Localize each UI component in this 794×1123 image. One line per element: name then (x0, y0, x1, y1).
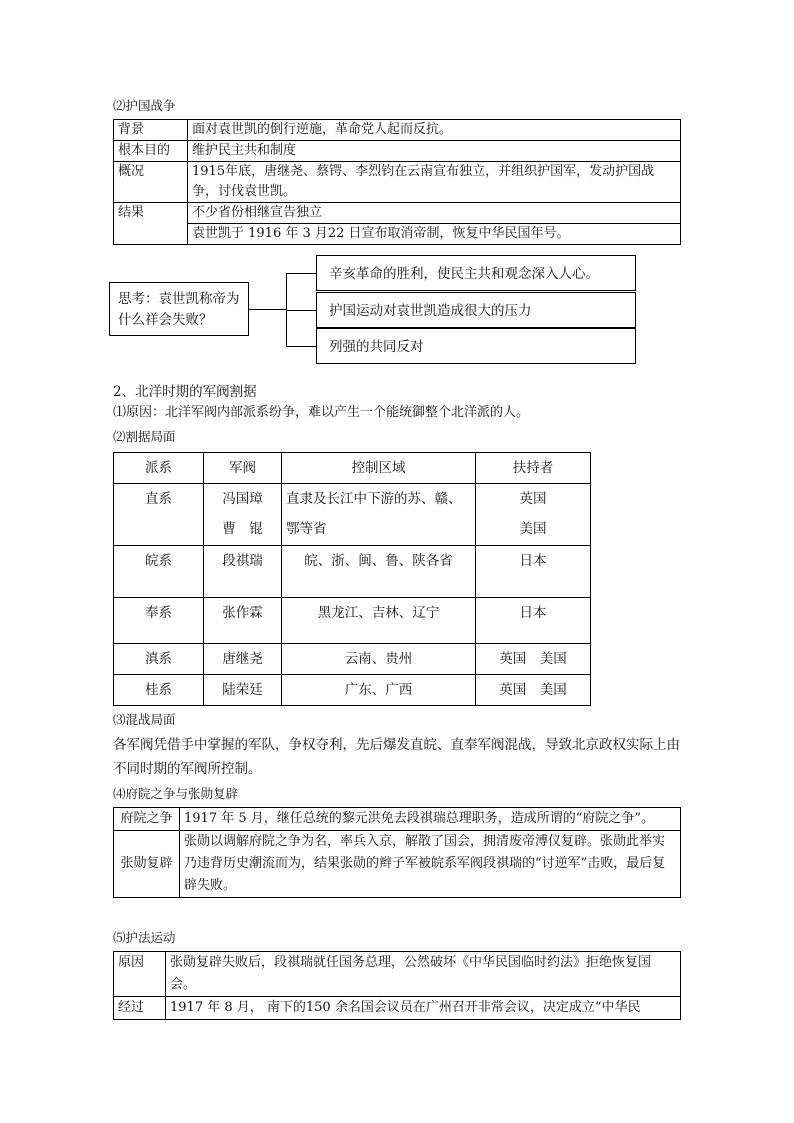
faction-cell: 奉系 (114, 598, 204, 644)
column-header: 扶持者 (476, 453, 591, 484)
table-row (114, 224, 681, 245)
column-header: 控制区域 (282, 453, 476, 484)
row-label: 结果 (114, 203, 188, 245)
table-row (114, 675, 591, 706)
table-row (114, 120, 681, 141)
row-content: 张勋以调解府院之争为名，率兵入京，解散了国会，拥清废帝溥仪复辟。张勋此举实乃违背历史潮流而为，结果张勋的辫子军被皖系军阀段祺瑞的“讨逆军”击败，最后复辟失败。 (180, 831, 681, 898)
region-cell: 黑龙江、吉林、辽宁 (282, 598, 476, 644)
supporter-name: 美国 (519, 521, 547, 537)
warlord-name: 曹 锟 (222, 521, 263, 537)
warlord-cell: 唐继尧 (204, 644, 282, 675)
chaos-paragraph: 各军阀凭借手中掌握的军队，争权夺利，先后爆发直皖、直奉军阀混战，导致北京政权实际上由不同时期的军阀所控制。 (113, 737, 680, 777)
supporter-cell: 英国 美国 (476, 675, 591, 706)
warlords-cause: ⑴原因：北洋军阀内部派系纷争，难以产生一个能统御整个北洋派的人。 (113, 405, 530, 420)
section-heading-warlords: 2、北洋时期的军阀割据 (113, 384, 257, 400)
table-row (114, 598, 591, 644)
table-row (114, 808, 681, 831)
supporter-name: 英国 (519, 491, 547, 507)
supporter-cell: 日本 (476, 598, 591, 644)
row-content: 1915年底，唐继尧、蔡锷、李烈钧在云南宣布独立，并组织护国军，发动护国战争，讨伐袁世凯。 (188, 162, 681, 203)
think-answer-box: 护国运动对袁世凯造成很大的压力 (316, 292, 636, 328)
think-question-box: 思考：袁世凯称帝为什么祥会失败？ (109, 282, 249, 336)
warlord-name: 冯国璋 (222, 491, 263, 507)
faction-cell: 皖系 (114, 546, 204, 598)
connector-line (249, 309, 286, 310)
table-row (114, 203, 681, 224)
table-row (114, 952, 681, 997)
region-cell: 广东、广西 (282, 675, 476, 706)
row-content: 维护民主共和制度 (188, 141, 681, 162)
section-heading-chaos: ⑶混战局面 (113, 712, 176, 727)
row-content: 面对袁世凯的倒行逆施，革命党人起而反抗。 (188, 120, 681, 141)
row-label: 府院之争 (114, 808, 180, 831)
row-content: 张勋复辟失败后，段祺瑞就任国务总理，公然破坏《中华民国临时约法》拒绝恢复国会。 (166, 952, 681, 997)
row-label: 根本目的 (114, 141, 188, 162)
row-content: 1917 年 8 月， 南下的150 余名国会议员在广州召开非常会议，决定成立“中华民 (166, 997, 681, 1020)
connector-line (286, 310, 316, 311)
section-heading-hufa: ⑸护法运动 (113, 930, 176, 945)
section-heading-fuyuan: ⑷府院之争与张勋复辟 (113, 786, 239, 801)
think-answer-box: 辛亥革命的胜利，使民主共和观念深入人心。 (316, 255, 636, 291)
row-label: 背景 (114, 120, 188, 141)
faction-cell: 直系 (114, 484, 204, 546)
connector-line (286, 273, 316, 274)
faction-cell: 滇系 (114, 644, 204, 675)
warlord-cell: 张作霖 (204, 598, 282, 644)
think-answer-box: 列强的共同反对 (316, 328, 636, 364)
supporter-cell (476, 484, 591, 546)
table-row (114, 484, 591, 546)
supporter-cell: 英国 美国 (476, 644, 591, 675)
region-cell: 直隶及长江中下游的苏、赣、鄂等省 (282, 484, 476, 546)
connector-line (286, 346, 316, 347)
warlord-cell: 段祺瑞 (204, 546, 282, 598)
row-content-2: 袁世凯于 1916 年 3 月22 日宣布取消帝制，恢复中华民国年号。 (188, 224, 681, 245)
hufa-table (113, 951, 681, 1020)
row-label: 经过 (114, 997, 166, 1020)
table-row (114, 644, 591, 675)
column-header: 军阀 (204, 453, 282, 484)
table-row (114, 997, 681, 1020)
warlord-cell: 陆荣廷 (204, 675, 282, 706)
row-content: 1917 年 5 月，继任总统的黎元洪免去段祺瑞总理职务，造成所谓的“府院之争”。 (180, 808, 681, 831)
warlords-table (113, 452, 591, 706)
row-content: 不少省份相继宣告独立 (188, 203, 681, 224)
hu-guo-war-table (113, 119, 681, 245)
table-row (114, 546, 591, 598)
section-heading-hu-guo-war: ⑵护国战争 (113, 98, 176, 113)
table-row (114, 141, 681, 162)
table-row (114, 831, 681, 898)
fuyuan-table (113, 807, 681, 898)
column-header: 派系 (114, 453, 204, 484)
row-label: 概况 (114, 162, 188, 203)
table-header-row (114, 453, 591, 484)
supporter-cell: 日本 (476, 546, 591, 598)
region-cell: 皖、浙、闽、鲁、陕各省 (282, 546, 476, 598)
warlord-cell (204, 484, 282, 546)
row-label: 张勋复辟 (114, 831, 180, 898)
faction-cell: 桂系 (114, 675, 204, 706)
row-label: 原因 (114, 952, 166, 997)
table-row (114, 162, 681, 203)
region-cell: 云南、贵州 (282, 644, 476, 675)
warlords-sub-heading: ⑵割据局面 (113, 429, 176, 444)
